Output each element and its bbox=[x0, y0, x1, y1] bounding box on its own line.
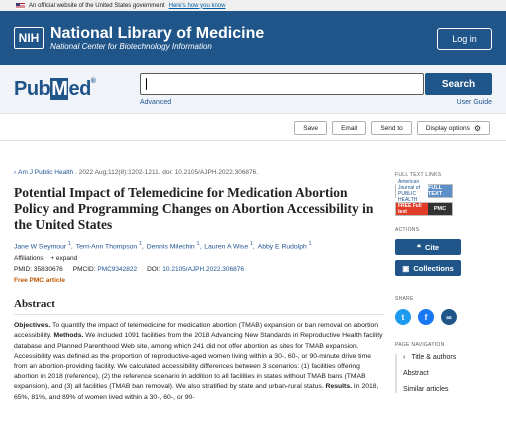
objectives-text: To quantify the impact of telemedicine for medication abortion (TMAB) expansion or ban removal on abortion accessibility. bbox=[14, 322, 379, 340]
objectives-label: Objectives. bbox=[14, 322, 51, 330]
article-title: Potential Impact of Telemedicine for Medication Abortion Policy and Programming Changes on Abortion Accessibility in the United States bbox=[14, 185, 374, 232]
results-text: In 2018, 65%, 81%, and 89% of women lived within a 30-, 60-, or 90- bbox=[14, 383, 379, 401]
author-sup: 1 bbox=[196, 241, 200, 247]
author-name: Abby E Rudolph bbox=[257, 243, 307, 251]
nlm-header bbox=[0, 11, 506, 65]
twitter-icon[interactable]: t bbox=[395, 309, 411, 325]
citation-text: . 2022 Aug;112(8):1202-1211. doi: 10.2105/AJPH.2022.306876. bbox=[75, 169, 259, 176]
us-flag-icon bbox=[16, 3, 25, 9]
nlm-title-block[interactable] bbox=[50, 25, 264, 52]
ajph-full-text-link[interactable] bbox=[395, 179, 453, 203]
free-full-text-label: FREE Full text bbox=[396, 203, 428, 215]
cite-label: Cite bbox=[424, 242, 440, 252]
actions-heading: ACTIONS bbox=[395, 227, 420, 233]
doi-label: DOI: bbox=[147, 266, 161, 274]
affiliations-toggle[interactable]: Affiliations bbox=[14, 255, 44, 263]
author-link[interactable]: Lauren A Wise $^1$, bbox=[204, 241, 255, 251]
page-navigation-heading: PAGE NAVIGATION bbox=[395, 342, 445, 348]
display-options-label: Display options bbox=[425, 124, 470, 132]
abstract-heading: Abstract bbox=[14, 298, 384, 315]
full-text-links-heading: FULL TEXT LINKS bbox=[395, 172, 442, 178]
methods-label: Methods. bbox=[53, 332, 84, 340]
nav-title-authors[interactable] bbox=[403, 354, 495, 361]
methods-text: We included 1091 facilities from the 2018 Advancing New Standards in Reproductive Health facility database and Planned Parenthood Web site, among which 241 did not offer abortion as sites for TMAB expansion. Accessibility was defined as the proportion of reproductive-aged women living within a 30-, 60-, or 90-minute drive time from an abortion-providing facility. We calculated accessibility differences between 3 scenarios: (1) facilities offering abortion in 2018 (reference), (2) the reference scenario in addition to all facilities in states without TMAB bans (TMAB expansion), and (3) all facilities (TMAB ban removal). We also stratified by state and urban-rural status. bbox=[14, 332, 383, 391]
collections-button[interactable] bbox=[395, 260, 461, 276]
nav-label: Abstract bbox=[403, 370, 429, 377]
author-sup: 1 bbox=[68, 241, 71, 247]
results-label: Results. bbox=[325, 383, 352, 391]
collections-label: Collections bbox=[413, 263, 454, 273]
search-button[interactable]: Search bbox=[425, 73, 492, 95]
pmc-full-text-link[interactable] bbox=[395, 202, 453, 216]
identifiers-row bbox=[14, 266, 384, 273]
gov-banner bbox=[0, 0, 506, 11]
authors-list bbox=[14, 241, 384, 250]
pmcid-label: PMCID: bbox=[72, 266, 96, 274]
send-to-button[interactable]: Send to bbox=[371, 121, 411, 135]
advanced-search-link[interactable]: Advanced bbox=[140, 99, 172, 106]
journal-link[interactable]: Am J Public Health bbox=[18, 169, 74, 176]
full-text-links bbox=[395, 179, 495, 216]
search-band bbox=[0, 65, 506, 114]
nav-label: Similar articles bbox=[403, 386, 449, 393]
nlm-title: National Library of Medicine bbox=[50, 24, 265, 42]
citation-line bbox=[14, 169, 384, 176]
email-button[interactable]: Email bbox=[332, 121, 366, 135]
full-text-label: FULL TEXT bbox=[428, 185, 452, 197]
free-pmc-badge: Free PMC article bbox=[14, 277, 65, 285]
pubmed-logo[interactable] bbox=[14, 78, 95, 101]
heres-how-link[interactable]: Here's how you know bbox=[168, 2, 226, 9]
expand-toggle[interactable]: + expand bbox=[50, 255, 78, 263]
pmcid-link[interactable]: PMC9342822 bbox=[97, 266, 138, 274]
author-name: Lauren A Wise bbox=[204, 243, 249, 251]
author-sup: 1 bbox=[139, 241, 142, 247]
pmid bbox=[14, 266, 63, 273]
search-input[interactable] bbox=[140, 73, 424, 95]
cite-button[interactable] bbox=[395, 239, 461, 255]
doi-link[interactable]: 10.2105/AJPH.2022.306876 bbox=[162, 266, 244, 274]
gov-banner-text: An official website of the United States government bbox=[29, 2, 165, 9]
pubmed-logo-ed: ed bbox=[68, 78, 91, 100]
doi bbox=[147, 266, 244, 273]
user-guide-link[interactable]: User Guide bbox=[456, 99, 492, 106]
save-button[interactable]: Save bbox=[294, 121, 327, 135]
article-toolbar bbox=[294, 121, 490, 135]
facebook-icon[interactable]: f bbox=[418, 309, 434, 325]
affiliations-row bbox=[14, 255, 384, 262]
gear-icon: ⚙ bbox=[473, 123, 481, 133]
pubmed-logo-pub: Pub bbox=[14, 78, 51, 100]
nav-similar-articles[interactable] bbox=[403, 386, 495, 393]
share-buttons bbox=[395, 309, 495, 325]
pmid-label: PMID: bbox=[14, 266, 33, 274]
nih-logo[interactable]: NIH bbox=[14, 27, 44, 49]
abstract-text bbox=[14, 321, 384, 403]
display-options-button[interactable] bbox=[417, 121, 490, 135]
article-main bbox=[14, 146, 384, 403]
collection-icon: ▣ bbox=[402, 263, 410, 273]
share-heading: SHARE bbox=[395, 296, 414, 302]
chevron-left-icon: ‹ bbox=[403, 354, 406, 361]
sidebar bbox=[395, 146, 495, 402]
page-navigation-list bbox=[395, 354, 495, 393]
author-name: Jane W Seymour bbox=[14, 243, 67, 251]
author-sup: 1 bbox=[308, 241, 312, 247]
chevron-right-icon: › bbox=[14, 169, 17, 176]
pmid-value: 35830676 bbox=[33, 266, 63, 274]
login-button[interactable]: Log in bbox=[437, 28, 492, 50]
quote-icon: ❝ bbox=[416, 242, 421, 252]
nav-label: Title & authors bbox=[411, 354, 457, 361]
author-name: Terri-Ann Thompson bbox=[75, 243, 138, 251]
author-name: Dennis Milechin bbox=[146, 243, 195, 251]
author-link[interactable]: Dennis Milechin $^1$, bbox=[146, 241, 202, 251]
pubmed-logo-m: M bbox=[51, 78, 68, 100]
text-cursor bbox=[146, 78, 147, 90]
toolbar-divider bbox=[0, 140, 506, 141]
author-sup: 1 bbox=[249, 241, 253, 247]
permalink-icon[interactable]: ∞ bbox=[441, 309, 457, 325]
ajph-logo-text: American Journal of PUBLIC HEALTH bbox=[396, 179, 428, 203]
pmc-label: PMC bbox=[428, 203, 452, 215]
author-link[interactable]: Terri-Ann Thompson $^1$, bbox=[75, 241, 144, 251]
pmcid bbox=[73, 266, 137, 273]
author-link[interactable] bbox=[258, 241, 312, 250]
pubmed-logo-reg: ® bbox=[90, 78, 96, 85]
nlm-subtitle: National Center for Biotechnology Information bbox=[50, 41, 212, 51]
author-link[interactable]: Jane W Seymour $^1$, bbox=[14, 241, 73, 251]
nav-abstract[interactable] bbox=[403, 370, 495, 377]
